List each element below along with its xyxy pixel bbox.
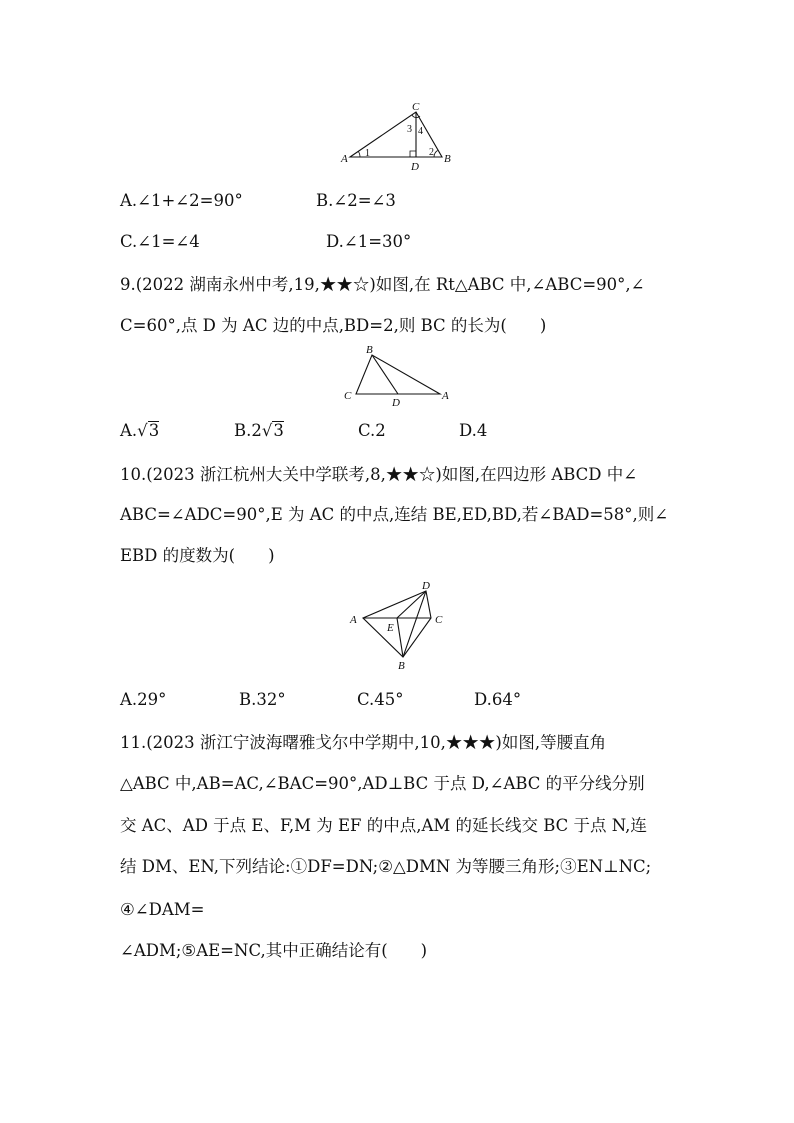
q9-label-d: D [392, 397, 400, 409]
q8-angle-4: 4 [418, 126, 423, 137]
q8-option-b[interactable]: B.∠2=∠3 [316, 191, 396, 210]
q9-label-a: A [442, 390, 449, 402]
q9-option-a-prefix: A. [120, 421, 138, 440]
q9-option-a[interactable] [120, 420, 159, 442]
q10-segment-bd [403, 591, 426, 657]
sqrt-icon: √ [137, 421, 148, 440]
q8-right-angle-mark [410, 151, 416, 157]
q10-text-line-2: ABC=∠ADC=90°,E 为 AC 的中点,连结 BE,ED,BD,若∠BAD=58°,则∠ [120, 505, 669, 524]
q10-label-e: E [387, 622, 394, 634]
q8-angle-arc-2 [434, 151, 438, 158]
q8-label-a: A [341, 153, 348, 165]
q9-text-line-2: C=60°,点 D 为 AC 边的中点,BD=2,则 BC 的长为( ) [120, 316, 547, 335]
q9-option-a-radicand: 3 [148, 421, 160, 440]
q8-option-d[interactable]: D.∠1=30° [326, 232, 412, 251]
q8-label-b: B [444, 153, 451, 165]
q11-text-line-3: 交 AC、AD 于点 E、F,M 为 EF 的中点,AM 的延长线交 BC 于点 N,连 [120, 816, 647, 835]
q10-label-b: B [398, 660, 405, 672]
q9-option-d[interactable]: D.4 [459, 421, 488, 440]
q10-option-a[interactable]: A.29° [120, 690, 167, 709]
q9-triangle [356, 355, 440, 394]
q10-option-b[interactable]: B.32° [239, 690, 286, 709]
q9-option-b[interactable] [234, 420, 284, 442]
q10-text-line-3: EBD 的度数为( ) [120, 546, 275, 565]
q9-option-c[interactable]: C.2 [358, 421, 386, 440]
q9-figure [340, 344, 460, 410]
q10-option-d[interactable]: D.64° [474, 690, 522, 709]
q9-median-bd [372, 355, 398, 394]
q8-label-c: C [412, 101, 420, 113]
q10-label-a: A [350, 614, 357, 626]
q9-option-b-prefix: B.2 [234, 421, 262, 440]
q11-text-line-6: ∠ADM;⑤AE=NC,其中正确结论有( ) [120, 941, 428, 960]
q8-angle-1: 1 [365, 148, 370, 159]
q10-quadrilateral [363, 591, 431, 657]
q11-text-line-2: △ABC 中,AB=AC,∠BAC=90°,AD⊥BC 于点 D,∠ABC 的平分线分别 [120, 774, 645, 793]
q8-angle-arc-1 [358, 151, 360, 157]
q10-option-c[interactable]: C.45° [357, 690, 404, 709]
q11-text-line-4: 结 DM、EN,下列结论:①DF=DN;②△DMN 为等腰三角形;③EN⊥NC; [120, 857, 652, 876]
q8-label-d: D [411, 161, 419, 173]
q9-label-c: C [344, 390, 352, 402]
q8-figure [330, 100, 470, 172]
q10-segment-be [397, 618, 403, 657]
q10-text-line-1: 10.(2023 浙江杭州大关中学联考,8,★★☆)如图,在四边形 ABCD 中∠ [120, 465, 638, 484]
q11-text-line-1: 11.(2023 浙江宁波海曙雅戈尔中学期中,10,★★★)如图,等腰直角 [120, 733, 607, 752]
q8-angle-2: 2 [429, 147, 434, 158]
sqrt-icon: √ [261, 421, 273, 440]
q9-option-b-radicand: 3 [273, 421, 284, 440]
q11-text-line-5: ④∠DAM= [120, 900, 205, 919]
q9-label-b: B [366, 344, 373, 356]
q10-figure [345, 580, 455, 672]
q8-option-a[interactable]: A.∠1+∠2=90° [120, 191, 243, 210]
q8-angle-3: 3 [407, 124, 412, 135]
q8-option-c[interactable]: C.∠1=∠4 [120, 232, 200, 251]
q10-label-c: C [435, 614, 443, 626]
q9-text-line-1: 9.(2022 湖南永州中考,19,★★☆)如图,在 Rt△ABC 中,∠ABC=90°,∠ [120, 275, 645, 294]
q10-label-d: D [422, 580, 430, 592]
